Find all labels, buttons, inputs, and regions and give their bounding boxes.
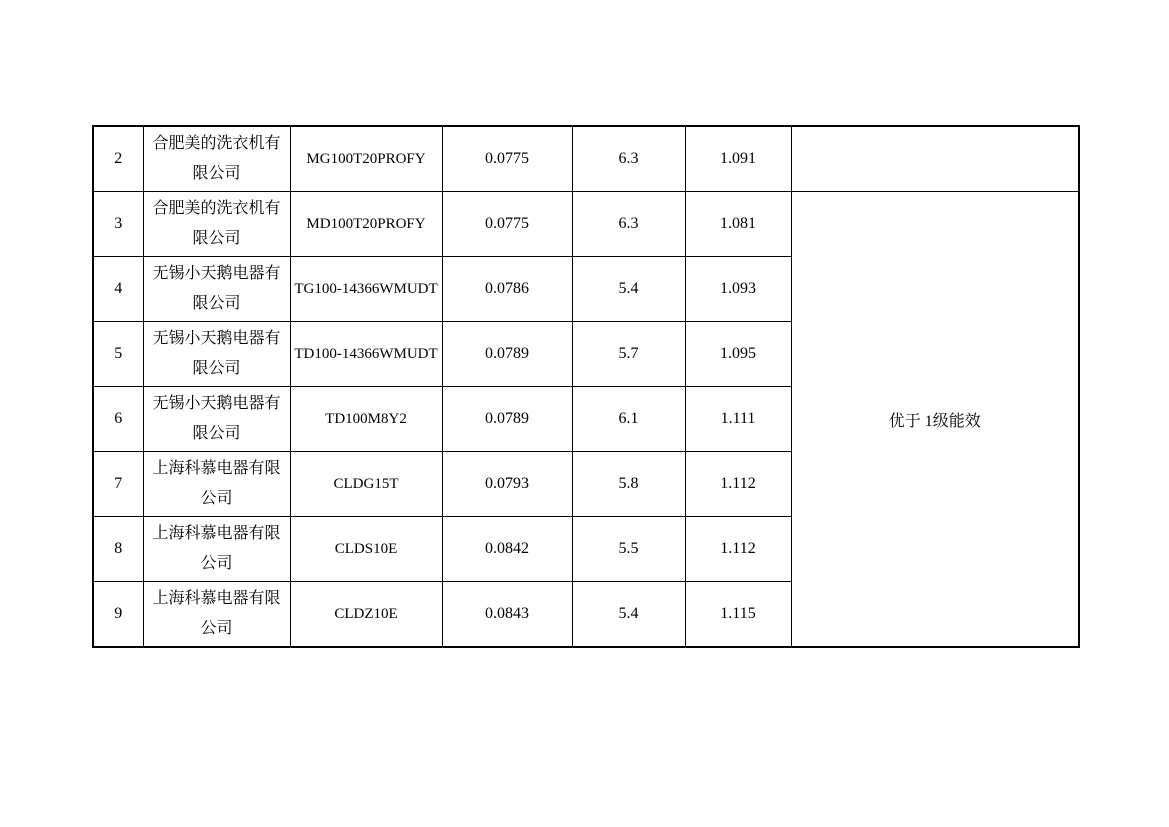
value2-cell: 5.7	[572, 322, 685, 387]
value2-cell: 5.4	[572, 582, 685, 648]
value3-cell: 1.081	[685, 192, 791, 257]
model-cell: TD100M8Y2	[290, 387, 442, 452]
value1-cell: 0.0793	[442, 452, 572, 517]
company-cell: 无锡小天鹅电器有限公司	[143, 387, 290, 452]
value2-cell: 6.3	[572, 192, 685, 257]
row-number-cell: 5	[93, 322, 143, 387]
row-number-cell: 2	[93, 126, 143, 192]
value3-cell: 1.093	[685, 257, 791, 322]
model-cell: TG100-14366WMUDT	[290, 257, 442, 322]
value3-cell: 1.112	[685, 517, 791, 582]
value2-cell: 6.1	[572, 387, 685, 452]
table-row	[93, 192, 1079, 257]
energy-efficiency-table	[92, 125, 1080, 648]
row-number-cell: 8	[93, 517, 143, 582]
value1-cell: 0.0775	[442, 192, 572, 257]
model-cell: TD100-14366WMUDT	[290, 322, 442, 387]
value3-cell: 1.095	[685, 322, 791, 387]
value2-cell: 5.8	[572, 452, 685, 517]
value3-cell: 1.091	[685, 126, 791, 192]
model-cell: MD100T20PROFY	[290, 192, 442, 257]
value2-cell: 5.4	[572, 257, 685, 322]
row-number-cell: 6	[93, 387, 143, 452]
row-number-cell: 7	[93, 452, 143, 517]
model-cell: CLDS10E	[290, 517, 442, 582]
value1-cell: 0.0789	[442, 322, 572, 387]
model-cell: CLDG15T	[290, 452, 442, 517]
model-cell: MG100T20PROFY	[290, 126, 442, 192]
remark-cell-merged: 优于 1级能效	[791, 192, 1079, 648]
model-cell: CLDZ10E	[290, 582, 442, 648]
value1-cell: 0.0786	[442, 257, 572, 322]
value1-cell: 0.0842	[442, 517, 572, 582]
company-cell: 上海科慕电器有限公司	[143, 582, 290, 648]
value1-cell: 0.0789	[442, 387, 572, 452]
value3-cell: 1.112	[685, 452, 791, 517]
value3-cell: 1.111	[685, 387, 791, 452]
value2-cell: 6.3	[572, 126, 685, 192]
remark-cell-empty	[791, 126, 1079, 192]
value1-cell: 0.0843	[442, 582, 572, 648]
value2-cell: 5.5	[572, 517, 685, 582]
company-cell: 上海科慕电器有限公司	[143, 517, 290, 582]
company-cell: 上海科慕电器有限公司	[143, 452, 290, 517]
company-cell: 合肥美的洗衣机有限公司	[143, 126, 290, 192]
row-number-cell: 3	[93, 192, 143, 257]
company-cell: 合肥美的洗衣机有限公司	[143, 192, 290, 257]
table-row	[93, 126, 1079, 192]
value3-cell: 1.115	[685, 582, 791, 648]
company-cell: 无锡小天鹅电器有限公司	[143, 322, 290, 387]
row-number-cell: 9	[93, 582, 143, 648]
company-cell: 无锡小天鹅电器有限公司	[143, 257, 290, 322]
value1-cell: 0.0775	[442, 126, 572, 192]
row-number-cell: 4	[93, 257, 143, 322]
